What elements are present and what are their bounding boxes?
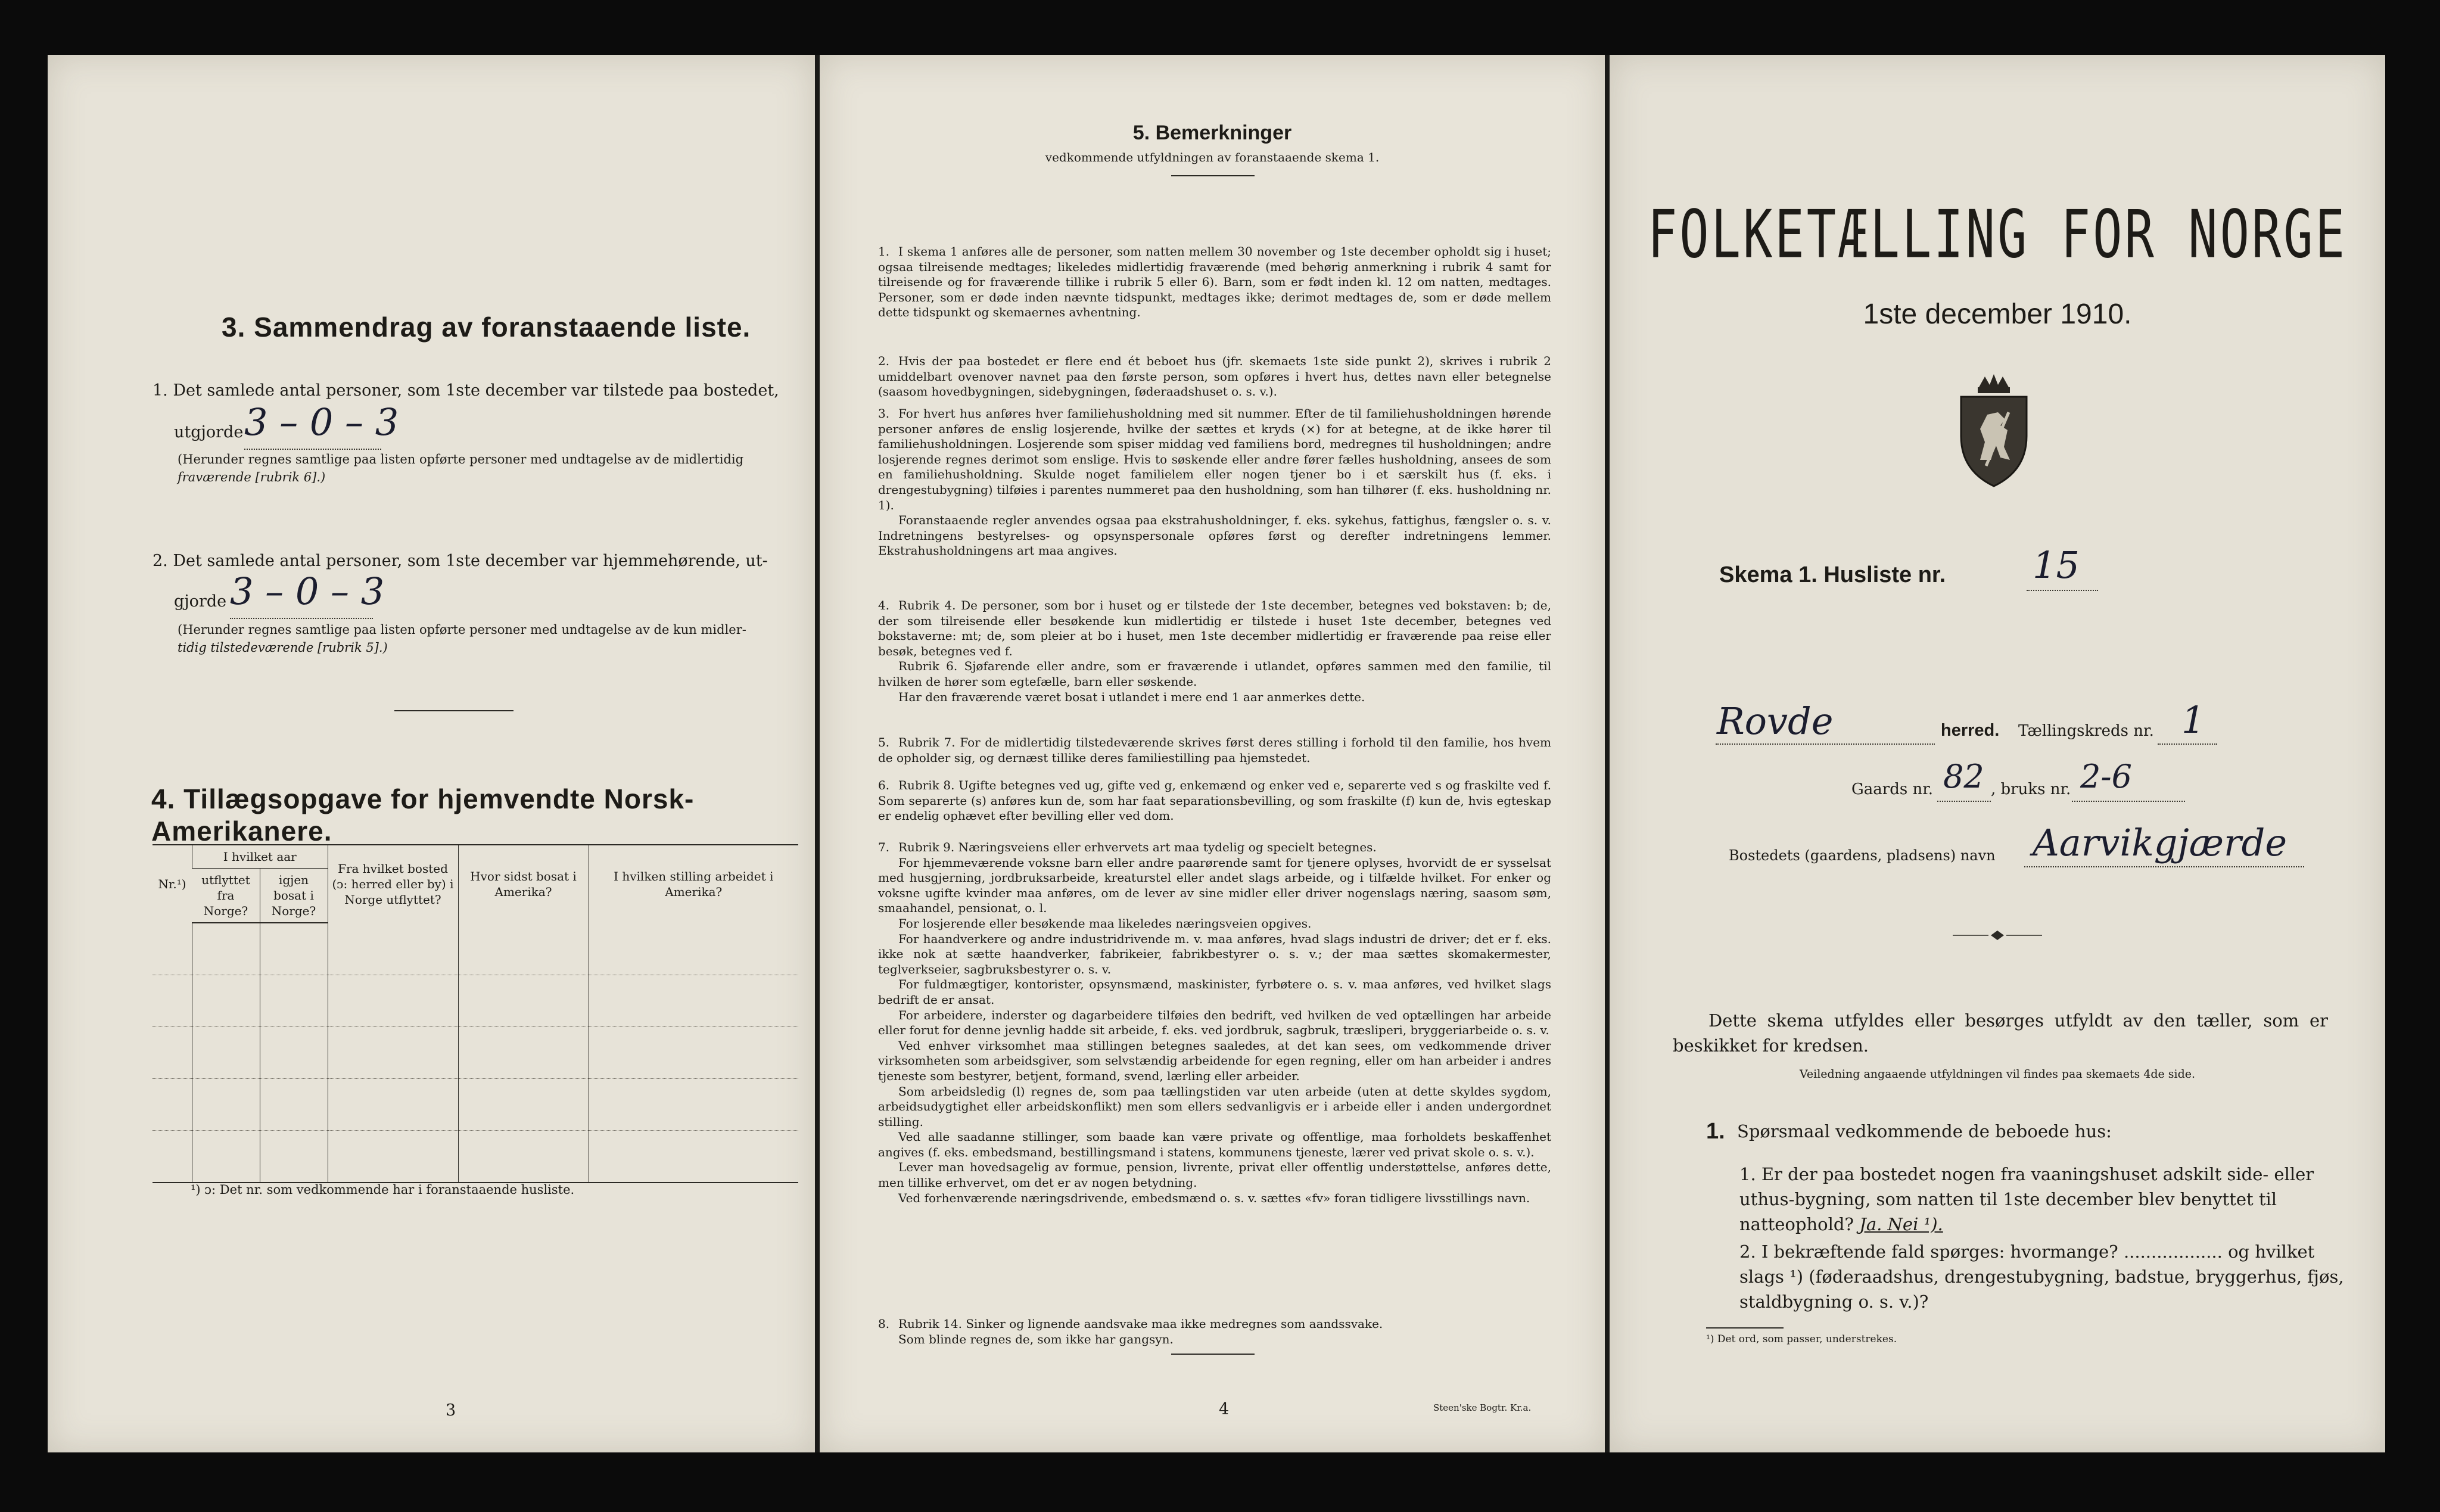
remark-paragraph — [878, 659, 1551, 689]
remarks-title-rule — [1171, 175, 1255, 176]
remark-paragraph — [878, 690, 1551, 705]
bruks-line — [2072, 801, 2185, 802]
remark-text: Ved forhenværende næringsdrivende, embedsmænd o. s. v. sættes «fv» foran tidligere livsstillings navn. — [898, 1190, 1530, 1205]
remark-item — [878, 735, 1551, 766]
remark-paragraph — [878, 735, 1551, 766]
summary-item-2-note-line1: (Herunder regnes samtlige paa listen opførte personer med undtagelse av de kun midler- — [178, 623, 746, 637]
table-cell — [260, 923, 328, 975]
table-cell — [458, 1079, 589, 1131]
bosted-value: Aarvikgjærde — [2033, 821, 2288, 864]
table-row — [152, 1079, 798, 1131]
table-cell — [152, 1079, 192, 1131]
divider — [394, 710, 513, 711]
table-cell — [260, 1131, 328, 1183]
table-row — [152, 975, 798, 1027]
remark-item — [878, 840, 1551, 1206]
remark-number: 2. — [878, 354, 890, 368]
gaards-line — [1937, 801, 1991, 802]
remark-text: For hjemmeværende voksne barn eller andre paarørende samt for tjenere oplyses, hvorvidt de er sysselsat med husgjerning, jordbruksarbeide, kreaturstel eller andet slags arbeide, og i tilfælde hvilket. For enker og voksne ugifte kvinder maa anføres, om de lever av sine midler eller driver nogenslags næring, saasom søm, smaahandel, pensionat, o. l. — [878, 855, 1551, 916]
remarks-subtitle: vedkommende utfyldningen av foranstaaende skema 1. — [1045, 150, 1380, 164]
remark-number: 6. — [878, 778, 890, 792]
husliste-nr-value: 15 — [2033, 543, 2080, 587]
remark-paragraph — [878, 916, 1551, 932]
bosted-line — [2024, 866, 2304, 867]
remark-item — [878, 406, 1551, 559]
table-cell — [328, 923, 458, 975]
bruks-value: 2-6 — [2080, 758, 2132, 795]
remark-paragraph — [878, 1008, 1551, 1038]
kreds-value: 1 — [2181, 698, 2205, 742]
remark-text: For haandverkere og andre industridrivende m. v. maa anføres, hvad slags industri de driver; det er f. eks. ikke nok at sætte haandverker, fabrikeier, fabrikbestyrer o. s. v.; der maa sættes skomakermester, teglverkseier, sagbruksbestyrer o. s. v. — [878, 931, 1551, 976]
summary-item-2-note-line2: tidig tilstedeværende [rubrik 5].) — [178, 640, 388, 655]
right-footnote: ¹) Det ord, som passer, understrekes. — [1706, 1333, 1897, 1345]
question-section-heading: Spørsmaal vedkommende de beboede hus: — [1737, 1121, 2112, 1141]
remark-paragraph — [878, 1317, 1551, 1332]
remark-item — [878, 778, 1551, 824]
table-cell — [458, 923, 589, 975]
remark-paragraph — [878, 977, 1551, 1007]
col-utflyttet: utflyttet fra Norge? — [192, 869, 260, 923]
guidance-note: Veiledning angaaende utfyldningen vil findes paa skemaets 4de side. — [1799, 1068, 2196, 1081]
table-cell — [192, 1027, 260, 1079]
page-number-4: 4 — [1219, 1400, 1230, 1418]
remark-text: Rubrik 8. Ugifte betegnes ved ug, gifte ved g, enkemænd og enker ved e, separerte ved s og fraskilte ved f. Som separerte (s) anføres kun de, som har faat separationsbevilling, og som fraskilte (f) kun de, hvis egteskap er endelig ophævet efter bevilling eller ved dom. — [878, 778, 1551, 823]
question-section-number: 1. — [1706, 1119, 1725, 1144]
table-cell — [328, 975, 458, 1027]
col-nr: Nr.¹) — [152, 845, 192, 923]
remark-paragraph — [878, 598, 1551, 659]
col-hvilket-aar: I hvilket aar — [192, 845, 328, 869]
table-cell — [458, 975, 589, 1027]
remark-number: 8. — [878, 1317, 890, 1331]
remark-text: Rubrik 7. For de midlertidig tilstedeværende skrives først deres stilling i forhold til den familie, hos hvem de opholder sig, og dernæst tillike deres familiestilling paa hjemstedet. — [878, 735, 1551, 765]
gaards-value: 82 — [1943, 758, 1984, 795]
remark-paragraph — [878, 513, 1551, 559]
remark-paragraph — [878, 1332, 1551, 1348]
summary-item-1: 1. Det samlede antal personer, som 1ste december var tilstede paa bostedet, — [152, 381, 779, 400]
page-right — [1610, 55, 2385, 1452]
remark-text: Rubrik 9. Næringsveiens eller erhvervets art maa tydelig og specielt betegnes. — [898, 840, 1377, 854]
remark-paragraph — [878, 1160, 1551, 1190]
remark-text: Som arbeidsledig (l) regnes de, som paa tællingstiden var uten arbeide (uten at dette skyldes sygdom, arbeidsudygtighet eller arbeidskonflikt) men som ellers sedvanligvis er i arbeide eller i anden undergordnet stilling. — [878, 1084, 1551, 1129]
remark-item — [878, 598, 1551, 705]
remark-number: 3. — [878, 406, 890, 421]
summary-item-2-note — [178, 621, 797, 657]
remark-text: Rubrik 14. Sinker og lignende aandsvake maa ikke medregnes som aandssvake. — [898, 1317, 1383, 1331]
table-cell — [152, 975, 192, 1027]
remark-paragraph — [878, 1038, 1551, 1084]
intro-text: Dette skema utfyldes eller besørges utfyldt av den tæller, som er beskikket for kredsen. — [1673, 1010, 2328, 1056]
remark-text: For hvert hus anføres hver familiehusholdning med sit nummer. Efter de til familiehusholdningen hørende personer anføres de enslig losjerende, hvilke der sættes et kryds (×) for at betegne, at de ikke hører til familiehusholdningen. Losjerende som spiser middag ved familiens bord, medregnes til husholdningen; andre losjerende regnes derimot som enslige. Hvis to søskende eller andre fører fælles husholdning, ansees de som en familiehusholdning. Skulde noget familielem eller nogen tjener bo i et særskilt hus (f. eks. i drengestubygning) tilføies i parentes nummeret paa den husholdning, som han tilhører (f. eks. husholdning nr. 1). — [878, 406, 1551, 512]
gaards-label: Gaards nr. — [1851, 780, 1934, 798]
remark-number: 5. — [878, 735, 890, 749]
page-left — [48, 55, 815, 1452]
norsk-amerikanere-table — [152, 844, 798, 1183]
table-row — [152, 1027, 798, 1079]
footnote-rule — [1706, 1327, 1784, 1329]
remarks-end-rule — [1171, 1354, 1255, 1355]
table-cell — [260, 975, 328, 1027]
summary-item-1-note-line1: (Herunder regnes samtlige paa listen opførte personer med undtagelse av de midlertidig — [178, 452, 744, 466]
summary-item-1-label: utgjorde — [174, 423, 244, 441]
bruks-label: , bruks nr. — [1991, 780, 2071, 798]
section-4-footnote: ¹) ᴐ: Det nr. som vedkommende har i foranstaaende husliste. — [191, 1183, 575, 1197]
remark-text: For losjerende eller besøkende maa likeledes næringsveien opgives. — [898, 916, 1312, 931]
remark-text: For arbeidere, inderster og dagarbeidere tilføies den bedrift, ved hvilken de ved optællingen har arbeide eller forut for denne jevnlig hadde sit arbeide, f. eks. ved jordbruk, sagbruk, træsliperi, bryggeriarbeide o. s. v. — [878, 1007, 1551, 1038]
section-4-title: 4. Tillægsopgave for hjemvendte Norsk-Amerikanere. — [151, 783, 695, 847]
table-cell — [589, 975, 798, 1027]
col-stilling: I hvilken stilling arbeidet i Amerika? — [589, 845, 798, 923]
remark-paragraph — [878, 778, 1551, 824]
remark-number: 7. — [878, 840, 890, 854]
table-cell — [589, 1027, 798, 1079]
table-cell — [328, 1079, 458, 1131]
herred-value: Rovde — [1717, 699, 1834, 743]
table-cell — [192, 1079, 260, 1131]
remark-paragraph — [878, 1130, 1551, 1160]
husliste-nr-line — [2027, 590, 2098, 591]
table-cell — [328, 1027, 458, 1079]
remark-paragraph — [878, 840, 1551, 855]
bosted-label: Bostedets (gaardens, pladsens) navn — [1729, 847, 1996, 864]
table-cell — [152, 1131, 192, 1183]
table-cell — [152, 1027, 192, 1079]
summary-item-2-dotline — [230, 617, 373, 619]
table-cell — [260, 1027, 328, 1079]
ornament-divider — [1953, 928, 2042, 945]
remark-paragraph — [878, 354, 1551, 400]
section-3-title: 3. Sammendrag av foranstaaende liste. — [222, 312, 751, 343]
col-igjen-bosat: igjen bosat i Norge? — [260, 869, 328, 923]
remark-paragraph — [878, 244, 1551, 321]
page-fold-left — [815, 55, 820, 1452]
summary-item-1-note — [178, 450, 797, 486]
remark-text: Rubrik 4. De personer, som bor i huset og er tilstede der 1ste december, betegnes ved bokstaven: b; de, der som tilreisende eller besøkende kun midlertidig er tilstede i huset 1ste december, betegnes ved bokstaverne: mt; de, som pleier at bo i huset, men 1ste december midlertidig er fraværende paa reise eller besøk, betegnes ved f. — [878, 598, 1551, 658]
summary-item-1-dotline — [244, 448, 381, 450]
table-cell — [328, 1131, 458, 1183]
summary-item-2-label: gjorde — [174, 592, 227, 611]
page-number-3: 3 — [446, 1401, 456, 1420]
table-row — [152, 923, 798, 975]
table-cell — [260, 1079, 328, 1131]
census-date: 1ste december 1910. — [1863, 298, 2132, 330]
table-cell — [152, 923, 192, 975]
remark-number: 1. — [878, 244, 890, 259]
remark-item — [878, 1317, 1551, 1347]
remark-item — [878, 244, 1551, 321]
remark-item — [878, 354, 1551, 400]
table-cell — [192, 1131, 260, 1183]
remark-text: Ved enhver virksomhet maa stillingen betegnes saaledes, at det kan sees, om vedkommende driver virksomheten som arbeidsgiver, som selvstændig arbeidende for egen regning, eller om han arbeider i andres tjeneste som bestyrer, betjent, formand, svend, lærling eller arbeider. — [878, 1038, 1551, 1083]
table-cell — [192, 975, 260, 1027]
remark-text: Rubrik 6. Sjøfarende eller andre, som er fraværende i utlandet, opføres sammen med den familie, til hvilken de hører som egtefælle, barn eller søskende. — [878, 659, 1551, 689]
herred-line — [1716, 743, 1935, 745]
remark-number: 4. — [878, 598, 890, 612]
skema-label: Skema 1. Husliste nr. — [1719, 562, 1946, 587]
remark-text: Som blinde regnes de, som ikke har gangsyn. — [898, 1331, 1174, 1346]
census-title: FOLKETÆLLING FOR NORGE — [1647, 197, 2348, 273]
remark-text: I skema 1 anføres alle de personer, som natten mellem 30 november og 1ste december opholdt sig i huset; ogsaa tilreisende medtages; likeledes midlertidig fraværende (med behørig anmerkning i rubrik 4 samt for tilreisende og for fraværende tillike i rubrik 5 eller 6). Barn, som er født inden kl. 12 om natten, medtages. Personer, som er døde inden nævnte tidspunkt, medtages ikke; derimot medtages de, som er døde mellem dette tidspunkt og skemaernes avhentning. — [878, 244, 1551, 320]
question-2: 2. I bekræftende fald spørges: hvormange? .................. og hvilket slags ¹) (føderaadshus, drengestubygning, badstue, bryggerhus, fjøs, staldbygning o. s. v.)? — [1739, 1242, 2344, 1312]
remark-text: Foranstaaende regler anvendes ogsaa paa ekstrahusholdninger, f. eks. sykehus, fattighus, fængsler o. s. v. Indretningens bestyrelses- og opsynspersonale opføres først og derefter indretningens lemmer. Ekstrahusholdningens art maa angives. — [878, 513, 1551, 558]
col-sidst-bosat: Hvor sidst bosat i Amerika? — [458, 845, 589, 923]
remark-paragraph — [878, 932, 1551, 978]
norwegian-lion-coat-of-arms-icon — [1943, 371, 2044, 492]
summary-item-2-value: 3 – 0 – 3 — [230, 570, 385, 613]
table-cell — [589, 923, 798, 975]
table-cell — [589, 1079, 798, 1131]
col-fra-bosted: Fra hvilket bosted (ᴐ: herred eller by) i Norge utflyttet? — [328, 845, 458, 923]
kreds-line — [2158, 743, 2217, 745]
remark-paragraph — [878, 406, 1551, 513]
table-cell — [192, 923, 260, 975]
herred-label: herred. — [1941, 721, 2000, 740]
kreds-label: Tællingskreds nr. — [2018, 722, 2154, 740]
table-row — [152, 1131, 798, 1183]
table-cell — [589, 1131, 798, 1183]
summary-item-1-value: 3 – 0 – 3 — [244, 400, 399, 444]
page-fold-right — [1605, 55, 1610, 1452]
remark-text: For fuldmægtiger, kontorister, opsynsmænd, maskinister, fyrbøtere o. s. v. maa anføres, ved hvilket slags bedrift de er ansat. — [878, 977, 1551, 1007]
remark-text: Ved alle saadanne stillinger, som baade kan være private og offentlige, maa forholdets beskaffenhet angives (f. eks. embedsmand, bestillingsmand i statens, kommunens tjeneste, lærer ved privat skole o. s. v.). — [878, 1130, 1551, 1159]
printer-imprint: Steen'ske Bogtr. Kr.a. — [1433, 1402, 1532, 1413]
remark-paragraph — [878, 1191, 1551, 1206]
question-1 — [1739, 1162, 2347, 1237]
remarks-title: 5. Bemerkninger — [1132, 122, 1292, 144]
table-cell — [458, 1027, 589, 1079]
remark-text: Lever man hovedsagelig av formue, pension, livrente, privat eller offentlig understøttelse, anføres dette, men tillike erhvervet, om det er av nogen betydning. — [878, 1160, 1551, 1190]
summary-item-2: 2. Det samlede antal personer, som 1ste december var hjemmehørende, ut- — [152, 552, 768, 570]
remark-text: Har den fraværende været bosat i utlandet i mere end 1 aar anmerkes dette. — [898, 689, 1365, 704]
remark-paragraph — [878, 855, 1551, 916]
summary-item-1-note-line2: fraværende [rubrik 6].) — [178, 470, 326, 484]
page-middle — [820, 55, 1605, 1452]
question-1-text: 1. Er der paa bostedet nogen fra vaaningshuset adskilt side- eller uthus-bygning, som natten til 1ste december blev benyttet til natteophold? — [1739, 1164, 2314, 1234]
table-cell — [458, 1131, 589, 1183]
remark-text: Hvis der paa bostedet er flere end ét beboet hus (jfr. skemaets 1ste side punkt 2), skrives i rubrik 2 umiddelbart ovenover navnet paa den første person, som opføres i hvert hus, dettes navn eller betegnelse (saasom hovedbygningen, sidebygningen, føderaadshuset o. s. v.). — [878, 354, 1551, 399]
question-1-answer: Ja. Nei ¹). — [1859, 1214, 1943, 1234]
remark-paragraph — [878, 1084, 1551, 1130]
